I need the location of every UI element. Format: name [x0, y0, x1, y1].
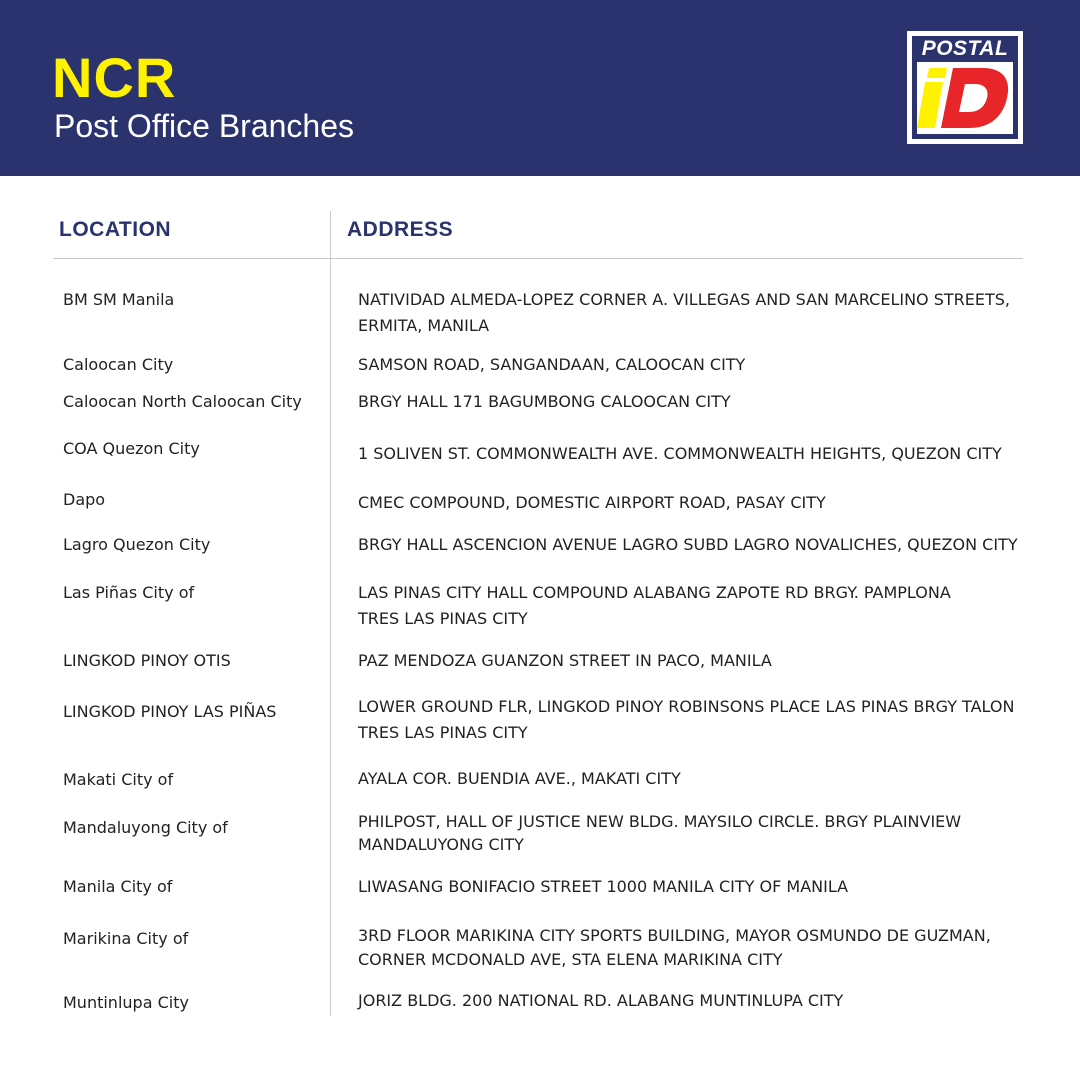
branch-location: BM SM Manila: [63, 290, 175, 309]
column-header-location: LOCATION: [59, 218, 172, 241]
branch-location: Manila City of: [63, 877, 173, 896]
logo-panel: [917, 62, 1013, 134]
branch-address-line: BRGY HALL ASCENCION AVENUE LAGRO SUBD LAGRO NOVALICHES, QUEZON CITY: [358, 535, 1018, 554]
column-divider: [330, 211, 331, 1016]
branch-location: Dapo: [63, 490, 106, 509]
branch-location: Makati City of: [63, 770, 174, 789]
logo-text: POSTAL: [921, 37, 1009, 60]
logo-i-stem: [917, 82, 943, 128]
logo-frame: [912, 36, 1018, 139]
branch-address-line: 1 SOLIVEN ST. COMMONWEALTH AVE. COMMONWEALTH HEIGHTS, QUEZON CITY: [358, 444, 1002, 463]
branch-location: LINGKOD PINOY OTIS: [63, 651, 231, 670]
branch-address-line: CMEC COMPOUND, DOMESTIC AIRPORT ROAD, PASAY CITY: [358, 493, 826, 512]
branch-address-line: TRES LAS PINAS CITY: [358, 609, 528, 628]
branch-address-line: PAZ MENDOZA GUANZON STREET IN PACO, MANILA: [358, 651, 772, 670]
logo-i-dot: [927, 68, 947, 78]
branch-location: Caloocan City: [63, 355, 174, 374]
branch-location: LINGKOD PINOY LAS PIÑAS: [63, 702, 277, 721]
branch-address-line: ERMITA, MANILA: [358, 316, 490, 335]
branch-location: COA Quezon City: [63, 439, 200, 458]
postal-id-logo: [907, 31, 1023, 144]
column-header-address: ADDRESS: [347, 218, 454, 241]
header-banner: [0, 0, 1080, 176]
branch-address-line: BRGY HALL 171 BAGUMBONG CALOOCAN CITY: [358, 392, 731, 411]
branch-address-line: LIWASANG BONIFACIO STREET 1000 MANILA CITY OF MANILA: [358, 877, 849, 896]
branch-address-line: SAMSON ROAD, SANGANDAAN, CALOOCAN CITY: [358, 355, 746, 374]
branch-location: Las Piñas City of: [63, 583, 195, 602]
branch-address-line: AYALA COR. BUENDIA AVE., MAKATI CITY: [358, 769, 681, 788]
branch-location: Marikina City of: [63, 929, 189, 948]
page-subtitle: Post Office Branches: [54, 108, 354, 144]
branch-address-line: TRES LAS PINAS CITY: [358, 723, 528, 742]
branch-location: Mandaluyong City of: [63, 818, 228, 837]
branch-location: Lagro Quezon City: [63, 535, 211, 554]
branch-address-line: 3RD FLOOR MARIKINA CITY SPORTS BUILDING, MAYOR OSMUNDO DE GUZMAN,: [358, 926, 991, 945]
branch-address-line: CORNER MCDONALD AVE, STA ELENA MARIKINA CITY: [358, 950, 783, 969]
region-title: NCR: [52, 46, 177, 109]
id-mark-icon: [917, 62, 1013, 134]
branch-address-line: MANDALUYONG CITY: [358, 835, 524, 854]
header-divider: [53, 258, 1023, 259]
branch-address-line: LAS PINAS CITY HALL COMPOUND ALABANG ZAPOTE RD BRGY. PAMPLONA: [358, 583, 951, 602]
branch-location: Muntinlupa City: [63, 993, 189, 1012]
branch-address-line: PHILPOST, HALL OF JUSTICE NEW BLDG. MAYSILO CIRCLE. BRGY PLAINVIEW: [358, 812, 962, 831]
branch-location: Caloocan North Caloocan City: [63, 392, 302, 411]
branch-address-line: LOWER GROUND FLR, LINGKOD PINOY ROBINSONS PLACE LAS PINAS BRGY TALON: [358, 697, 1015, 716]
branch-address-line: NATIVIDAD ALMEDA-LOPEZ CORNER A. VILLEGAS AND SAN MARCELINO STREETS,: [358, 290, 1011, 309]
logo-d-shape: [941, 68, 1008, 128]
branch-address-line: JORIZ BLDG. 200 NATIONAL RD. ALABANG MUNTINLUPA CITY: [358, 991, 844, 1010]
